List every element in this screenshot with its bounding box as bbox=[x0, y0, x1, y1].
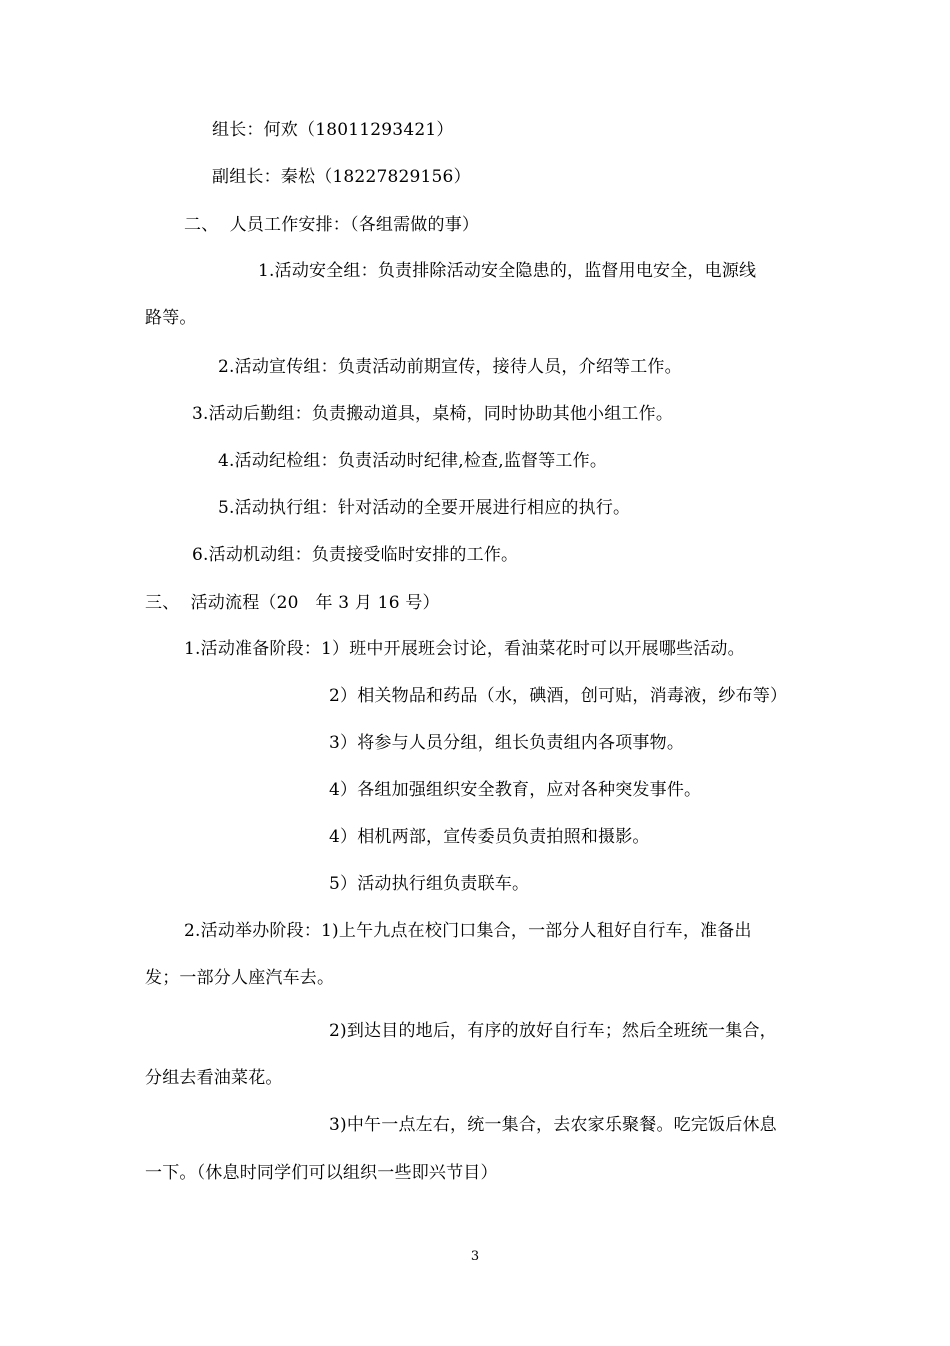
paragraph-line: 3）将参与人员分组，组长负责组内各项事物。 bbox=[329, 733, 685, 753]
leader-line: 组长：何欢（18011293421） bbox=[212, 120, 454, 140]
paragraph-line: 5）活动执行组负责联车。 bbox=[329, 874, 530, 894]
paragraph-line: 1.活动安全组：负责排除活动安全隐患的，监督用电安全，电源线 bbox=[258, 261, 757, 281]
deputy-leader-line: 副组长：秦松（18227829156） bbox=[212, 167, 471, 187]
page-number: 3 bbox=[470, 1249, 480, 1264]
paragraph-line: 发；一部分人座汽车去。 bbox=[145, 968, 335, 988]
paragraph-line: 4.活动纪检组：负责活动时纪律,检查,监督等工作。 bbox=[218, 451, 608, 471]
paragraph-line: 分组去看油菜花。 bbox=[145, 1068, 283, 1088]
section-heading: 三、 活动流程（20 年 3 月 16 号） bbox=[145, 593, 440, 613]
paragraph-line: 5.活动执行组：针对活动的全要开展进行相应的执行。 bbox=[218, 498, 631, 518]
paragraph-line: 3)中午一点左右，统一集合，去农家乐聚餐。吃完饭后休息 bbox=[329, 1115, 777, 1135]
paragraph-line: 4）相机两部，宣传委员负责拍照和摄影。 bbox=[329, 827, 650, 847]
paragraph-line: 4）各组加强组织安全教育，应对各种突发事件。 bbox=[329, 780, 702, 800]
section-heading: 二、 人员工作安排：（各组需做的事） bbox=[184, 215, 480, 235]
paragraph-line: 2.活动宣传组：负责活动前期宣传，接待人员，介绍等工作。 bbox=[218, 357, 682, 377]
paragraph-line: 2.活动举办阶段：1)上午九点在校门口集合，一部分人租好自行车，准备出 bbox=[184, 921, 752, 941]
paragraph-line: 路等。 bbox=[145, 308, 197, 328]
paragraph-line: 1.活动准备阶段：1）班中开展班会讨论，看油菜花时可以开展哪些活动。 bbox=[184, 639, 745, 659]
paragraph-line: 3.活动后勤组：负责搬动道具，桌椅，同时协助其他小组工作。 bbox=[192, 404, 674, 424]
paragraph-line: 6.活动机动组：负责接受临时安排的工作。 bbox=[192, 545, 519, 565]
paragraph-line: 一下。（休息时同学们可以组织一些即兴节目） bbox=[145, 1163, 498, 1183]
paragraph-line: 2）相关物品和药品（水，碘酒，创可贴，消毒液，纱布等） bbox=[329, 686, 788, 706]
paragraph-line: 2)到达目的地后，有序的放好自行车；然后全班统一集合， bbox=[329, 1021, 777, 1041]
